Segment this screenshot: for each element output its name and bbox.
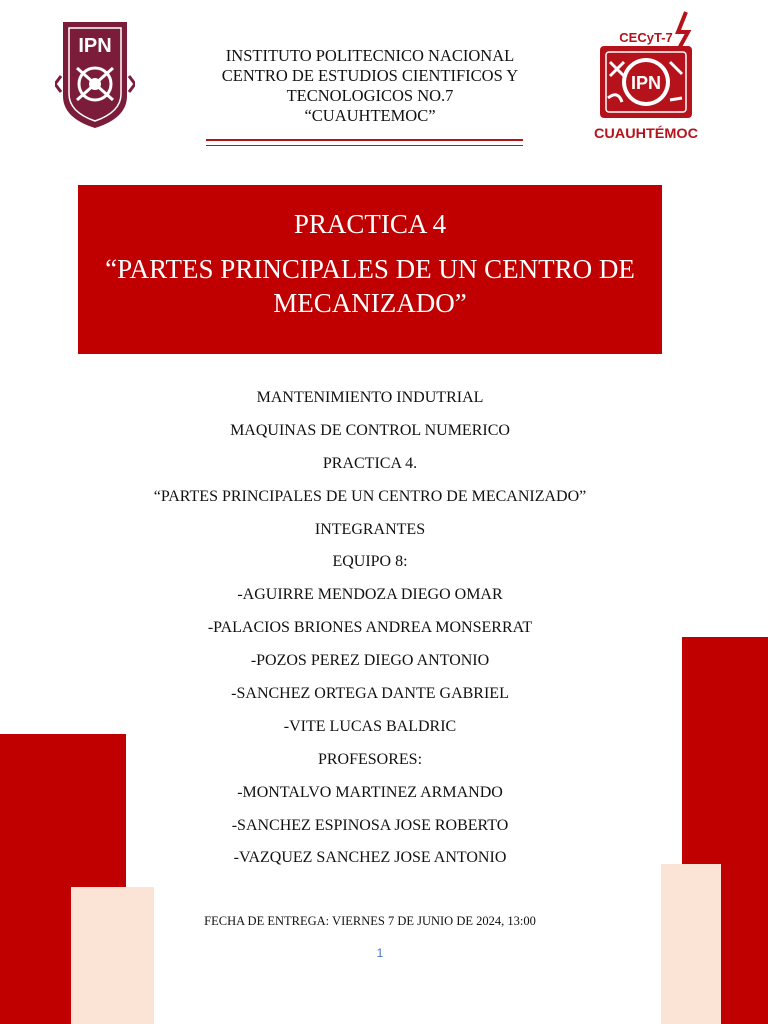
- practice-topic: “PARTES PRINCIPALES DE UN CENTRO DE MECANIZADO”: [153, 487, 587, 505]
- practice-title: PRACTICA 4: [293, 209, 447, 239]
- cuauhtemoc-logo-text: CUAUHTÉMOC: [594, 125, 698, 141]
- member-name: -VITE LUCAS BALDRIC: [283, 717, 457, 735]
- course-name: MAQUINAS DE CONTROL NUMERICO: [230, 421, 510, 439]
- cover-details: [100, 386, 640, 879]
- members-heading: INTEGRANTES: [314, 520, 426, 538]
- teacher-name: -SANCHEZ ESPINOSA JOSE ROBERTO: [231, 816, 509, 834]
- institution-name: INSTITUTO POLITECNICO NACIONAL: [225, 46, 515, 65]
- school-nickname: “CUAUHTEMOC”: [304, 106, 436, 125]
- member-name: -POZOS PEREZ DIEGO ANTONIO: [250, 652, 490, 670]
- member-name: -PALACIOS BRIONES ANDREA MONSERRAT: [207, 619, 533, 637]
- delivery-date: FECHA DE ENTREGA: VIERNES 7 DE JUNIO DE 2024, 13:00: [204, 914, 536, 928]
- ipn-shield-logo-icon: [55, 18, 135, 130]
- ipn-logo-text: IPN: [78, 35, 112, 57]
- teachers-heading: PROFESORES:: [317, 750, 423, 768]
- decorative-peach-block-right: [661, 864, 721, 1024]
- teacher-name: -MONTALVO MARTINEZ ARMANDO: [237, 783, 503, 801]
- header-divider: [206, 139, 523, 141]
- school-name-line2: TECNOLOGICOS NO.7: [286, 86, 454, 105]
- practice-number: PRACTICA 4.: [322, 454, 418, 472]
- member-name: -AGUIRRE MENDOZA DIEGO OMAR: [237, 586, 503, 604]
- member-name: -SANCHEZ ORTEGA DANTE GABRIEL: [231, 685, 509, 703]
- cecyt7-ipn-logo-icon: [590, 10, 702, 150]
- institution-header: [160, 46, 580, 126]
- school-name-line1: CENTRO DE ESTUDIOS CIENTIFICOS Y: [221, 66, 519, 85]
- team-label: EQUIPO 8:: [332, 553, 408, 571]
- page-number: 1: [376, 946, 384, 960]
- title-banner: [78, 185, 662, 354]
- ipn-center-text: IPN: [630, 73, 662, 93]
- decorative-peach-block-left: [71, 887, 154, 1024]
- practice-subtitle: “PARTES PRINCIPALES DE UN CENTRO DE MECANIZADO”: [105, 254, 635, 318]
- subject-area: MANTENIMIENTO INDUTRIAL: [256, 389, 484, 406]
- cecyt-text: CECyT-7: [619, 30, 673, 45]
- teacher-name: -VAZQUEZ SANCHEZ JOSE ANTONIO: [233, 849, 507, 867]
- header-divider-thin: [206, 145, 523, 146]
